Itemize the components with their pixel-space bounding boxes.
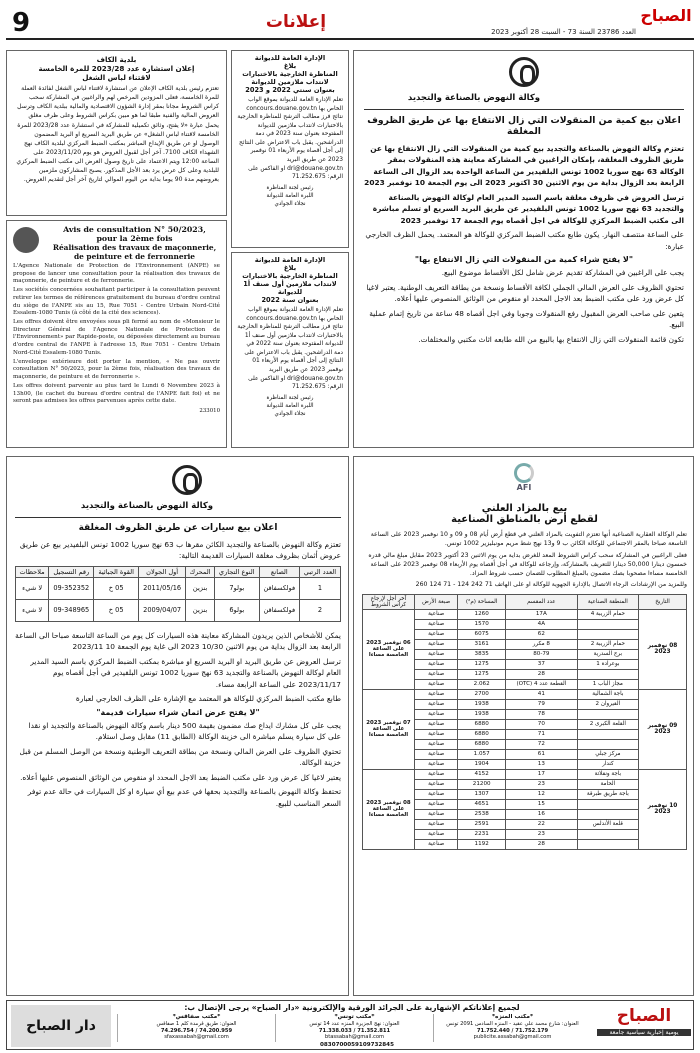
page-header [6, 6, 694, 40]
footer [6, 1000, 694, 1050]
footer-brand-box [597, 1003, 691, 1047]
table-row [363, 689, 687, 699]
table-cell: 61 [506, 749, 578, 759]
table-cell: 28 [506, 669, 578, 679]
table-cell: 1260 [458, 609, 506, 619]
column-header: القوة الجبائية [94, 566, 139, 577]
table-cell: صناعية [415, 709, 458, 719]
table-cell: القلعة الكبرى 2 [577, 719, 638, 729]
table-cell: 4651 [458, 799, 506, 809]
table-cell: صناعية [415, 739, 458, 749]
column-header: ملاحظات [16, 566, 49, 577]
footer-offices [117, 1014, 591, 1042]
table-cell: 6075 [458, 629, 506, 639]
ad-title-4: de peinture et de ferronnerie [73, 252, 196, 261]
office-name: *مكتب تونس* [334, 1014, 375, 1020]
masthead-brand: الصباح [640, 6, 692, 25]
table-cell: صناعية [415, 689, 458, 699]
paragraph: تعتزم وكالة النهوض بالصناعة والتجديد الكائن مقرها ب 63 نهج سوريا 1002 تونس البلفيدير بيع عن طريق عروض أثمان بظروف مغلقة السيارات القديمة التالية: [19, 540, 341, 561]
table-cell: باجة ونقلاتة [577, 769, 638, 779]
paragraph: تعلم الإدارة العامة للديوانة بموقع الواب الخاص بها concours.douane.gov.tn نتائج فرز مطالب الترشح للمناظرة الخارجية بالاختبارات لانتداب ملازمين للديوانة المفتوحة بعنوان سنة 2023 في دمة الدراشحين. يقبل باب الاعتراض على النتائج إلى أجل أقصاه يوم الأربعاء 01 نوفمبر 2023 عن طريق البريد dri@douane.gov.tn او الفاكس على الرقم: 71.252.675 [237, 97, 343, 181]
office-phones: 74.200.959 / 74.296.754 [160, 1027, 233, 1034]
agency-logo [167, 465, 207, 495]
ad-subtitle: لقطع أرض بالمناطق الصناعية [451, 514, 598, 525]
table-cell: القيروان 2 [577, 699, 638, 709]
ad-customs-1 [231, 50, 349, 248]
table-cell: 2700 [458, 689, 506, 699]
table-cell: بولو7 [214, 577, 259, 599]
table-cell: صناعية [415, 779, 458, 789]
table-cell: مركز جبلي [577, 749, 638, 759]
paragraph: يعتبر لاغيا كل عرض ورد على مكتب الضبط بعد الاجل المحدد او منقوص من الوثائق المنصوص عليها أعلاه. [20, 772, 341, 782]
agency-logo [494, 57, 554, 87]
notice-label: بلاغ [283, 62, 297, 70]
group-date: 08 نوفمبر 2023 [639, 609, 687, 689]
column-header: عدد المقسم [506, 594, 578, 609]
table-row [16, 599, 341, 621]
table-cell: لا شيء [16, 599, 49, 621]
ad-subtitle: بعنوان سنة 2022 [261, 296, 319, 304]
table-cell: صناعية [415, 819, 458, 829]
column-header: التاريخ [639, 594, 687, 609]
table-cell: صناعية [415, 659, 458, 669]
table-cell: 79 [506, 699, 578, 709]
table-cell: صناعية [415, 749, 458, 759]
cars-table [15, 566, 341, 622]
table-cell [577, 619, 638, 629]
table-cell: صناعية [415, 799, 458, 809]
table-cell: 2591 [458, 819, 506, 829]
table-cell: 1938 [458, 709, 506, 719]
table-cell: صناعية [415, 679, 458, 689]
table-cell: 3835 [458, 649, 506, 659]
table-cell: صناعية [415, 639, 458, 649]
table-cell: بولو6 [214, 599, 259, 621]
table-cell: 23 [506, 829, 578, 839]
table-cell: 2011/05/16 [138, 577, 185, 599]
signature-1: رئيس لجنة المناظرة [266, 184, 314, 191]
table-cell: 1275 [458, 669, 506, 679]
office-fax: 71.338.033 [318, 1027, 352, 1034]
ad-sale-cars [6, 456, 349, 996]
group-deadline: 07 نوفمبر 2023 على الساعة الخامسة مساءا [363, 689, 415, 769]
table-cell: لا شيء [16, 577, 49, 599]
ad-title: اعلان بيع سيارات عن طريق الظروف المغلقة [78, 523, 278, 533]
table-cell: بنزين [186, 577, 215, 599]
group-deadline: 08 نوفمبر 2023 على الساعة الخامسة مساءا [363, 769, 415, 849]
table-cell: 17A [506, 609, 578, 619]
notice-label: بلاغ [283, 264, 297, 272]
table-cell: 15 [506, 799, 578, 809]
office-phones: 71.352.811 / 71.338.033 [318, 1027, 391, 1034]
paragraph: تكون قائمة المنقولات التي زال الانتفاع بها بالبيع من الله طابعه اثاث مكتبي والمختلفات. [418, 334, 684, 344]
anpe-logo-icon [13, 227, 39, 253]
table-cell: 8 مكرر [506, 639, 578, 649]
ad-title: إعلان استشارة عدد 2023/28 للمرة الخامسة [38, 64, 195, 73]
paragraph: تعلم الإدارة العامة للديوانة بموقع الواب الخاص بها concours.douane.gov.tn نتائج فرز مطالب الترشح للمناظرة الخارجية بالاختبارات لانتداب ملازمين أول صنف أ1 للديوانة المفتوحة بعنوان سنة 2022 في دمة الدراشحين. يقبل باب الاعتراض على النتائج إلى أجل أقصاه يوم الأربعاء 01 نوفمبر 2023 عن طريق البريد dri@douane.gov.tn او الفاكس على الرقم: 71.252.675 [237, 307, 343, 391]
afi-logo-icon [514, 463, 534, 483]
table-cell: 37 [506, 659, 578, 669]
column-header: آخر أجل لإرجاع كراس الشروط [363, 594, 415, 609]
table-cell: صناعية [415, 699, 458, 709]
table-cell: صناعية [415, 719, 458, 729]
table-cell: 4A [506, 619, 578, 629]
afi-logo [504, 463, 544, 497]
office-fax: 74.296.754 [160, 1027, 194, 1034]
table-cell: 2 [299, 599, 340, 621]
org-name: بلدية الكاف [96, 55, 137, 64]
signature-2: اللبرة العامة للديوانة [266, 193, 314, 200]
paragraph: يمكن للأشخاص الذين يريدون المشاركة معاينة هذه السيارات كل يوم من الساعة التاسعة صباحا الى الساعة الرابعة بعد الزوال بداية من يوم الاثنين 10/30 2023 الى غاية يوم الجمعة 10 2023/11 [15, 630, 341, 652]
table-cell: صناعية [415, 829, 458, 839]
column-header: المساحة (م²) [458, 594, 506, 609]
table-cell: صناعية [415, 649, 458, 659]
table-cell: 41 [506, 689, 578, 699]
table-cell: الحامة [577, 779, 638, 789]
table-cell: 1570 [458, 619, 506, 629]
table-row [363, 769, 687, 779]
table-cell: مجاز الباب 1 [577, 679, 638, 689]
table-cell: قلعة الأندلس [577, 819, 638, 829]
afi-logo-text: AFI [516, 483, 532, 492]
table-cell: 1307 [458, 789, 506, 799]
quote: "لا يفتح شراء كمية من المنقولات التي زال الانتفاع بها" [414, 255, 634, 265]
office-phones: 71.752.179 / 71.752.440 [476, 1027, 549, 1034]
table-cell: 1938 [458, 699, 506, 709]
table-cell: 6880 [458, 739, 506, 749]
footer-tagline: يومية إخبارية سياسية جامعة [597, 1029, 691, 1036]
table-cell: صناعية [415, 669, 458, 679]
table-cell: 05 خ [94, 577, 139, 599]
table-cell [577, 729, 638, 739]
table-cell: حمام الزريبة 2 [577, 639, 638, 649]
table-cell: صناعية [415, 729, 458, 739]
divider [364, 109, 684, 110]
table-cell: صناعية [415, 769, 458, 779]
table-cell: 16 [506, 809, 578, 819]
signature-1: رئيس لجنة المناظرة [266, 394, 314, 401]
table-cell [577, 799, 638, 809]
ad-subtitle: لاقتناء لباس الشغل [82, 73, 151, 82]
table-cell [577, 829, 638, 839]
table-cell: 23 [506, 779, 578, 789]
table-cell: القطعة عدد 4 (OTC) [506, 679, 578, 689]
section-title: إعلانات [265, 12, 327, 32]
paragraph: Les offres doivent parvenir au plus tard le Lundi 6 Novembre 2023 à 13h00, (le cachet du bureau d'ordre central de l'ANPE fait foi) et ne seront pas admises les offres parvenues après cette date. [13, 382, 220, 405]
office-block [117, 1014, 275, 1042]
footer-brand2: دار الصباح [26, 1018, 96, 1034]
table-header [363, 594, 687, 609]
paragraph: تحتوي الظروف على العرض المالي ونسخة من بطاقة التعريف الوطنية ونسخة من الوصل المسلم من قبل خزينة الوكالة. [19, 746, 341, 768]
table-cell: 05 خ [94, 599, 139, 621]
paragraph: تعلم الوكالة العقارية الصناعية أنها تعتزم التفويت بالمزاد العلني في قطع أرض أيام 08 و 09 و 10 نوفمبر 2023 على الساعة التاسعة صباحا بالمقر الاجتماعي للوكالة الكائن ب 9 و13 نهج شط مريم مونبليزير 1002 تونس. [370, 531, 687, 548]
table-cell: 2.062 [458, 679, 506, 689]
office-name: *مكتب المنزه* [492, 1014, 533, 1020]
table-cell: صناعية [415, 759, 458, 769]
paragraph: وللمزيد من الإرشادات الرجاء الاتصال بالإدارة الجهوية للوكالة او على الهاتف 71 242 124 - 71 124 260 [415, 581, 687, 589]
footer-brand2-box [11, 1005, 111, 1047]
table-cell: 17 [506, 769, 578, 779]
table-cell: فولكسفاقن [259, 599, 299, 621]
paragraph: تحتفظ وكالة النهوض بالصناعة والتجديد بحقها في عدم بيع أي سيارة او كل السيارات في حالة عدم توفر السعر المناسب للبيع. [27, 787, 341, 808]
office-email: btassabah@gmail.com [324, 1034, 385, 1041]
table-cell: 1275 [458, 659, 506, 669]
ad-kef-municipality [6, 50, 227, 216]
ad-subtitle: بعنوان سنتي 2022 و 2023 [245, 86, 335, 94]
paragraph: على الساعة منتصف النهار. يكون طابع مكتب الضبط المركزي للوكالة هو المعتمد. يحمل الظرف الخارجي عبارة: [365, 230, 684, 251]
paragraph: يجب على الراغبين في المشاركة تقديم عرض شامل لكل الأقساط موضوع البيع. [441, 268, 684, 278]
table-cell [577, 809, 638, 819]
table-cell: 22 [506, 819, 578, 829]
ad-title: المناظرة الخارجية بالاختبارات لانتداب ملازمين أول صنف أ1 للديوانة [242, 272, 338, 296]
agency-name: وكالة النهوض بالصناعة والتجديد [407, 93, 541, 103]
table-header [16, 566, 341, 577]
ad-code: 233010 [199, 407, 220, 414]
table-cell: 1.057 [458, 749, 506, 759]
column-header: المنطقة الصناعية [577, 594, 638, 609]
office-tel: 71.752.179 [515, 1027, 549, 1034]
org-name: الإدارة العامة للديوانة [254, 256, 326, 264]
paragraph: تحتوي الظروف على العرض المالي الجملي لكافة الأقساط ونسخة من بطاقة التعريف الوطنية. يعتبر لاغيا كل عرض ورد على مكتب الضبط بعد الاجل المحدد او منقوص من الوثائق المنصوص عليها أعلاه. [366, 282, 684, 304]
office-address: العنوان: نهج الجزيرة المنزه عدد 14 تونس [309, 1021, 400, 1028]
table-cell: صناعية [415, 629, 458, 639]
office-email: sfaxassabah@gmail.com [164, 1034, 229, 1041]
office-address: العنوان: طريق قرمدة كلم 1 صفاقس [156, 1021, 237, 1028]
office-tel: 71.352.811 [357, 1027, 391, 1034]
ad-title-2: pour la 2ème fois [96, 234, 173, 243]
ad-customs-2 [231, 252, 349, 448]
agency-name: وكالة النهوض بالصناعة والتجديد [80, 501, 214, 511]
divider [15, 517, 341, 518]
signature-3: نجلاء الجوادي [274, 201, 306, 208]
office-block [433, 1014, 591, 1042]
lots-table [362, 594, 687, 850]
table-cell: باجة طريق طبرقة [577, 789, 638, 799]
table-cell: 1904 [458, 759, 506, 769]
office-fax: 71.752.440 [476, 1027, 510, 1034]
table-cell: 2538 [458, 809, 506, 819]
ad-anpe-consultation [6, 220, 227, 448]
column-header: النوع التجاري [214, 566, 259, 577]
table-cell: 6880 [458, 719, 506, 729]
table-cell: 09-348965 [49, 599, 94, 621]
table-cell: 28 [506, 839, 578, 849]
table-cell: فولكسفاقن [259, 577, 299, 599]
table-cell: كندار [577, 759, 638, 769]
issue-info: العدد 23786 السنة 73 - السبت 28 أكتوبر 2023 [491, 28, 636, 36]
table-cell: 21200 [458, 779, 506, 789]
ad-title: المناظرة الخارجية بالاختبارات لانتداب ملازمين للديوانة [242, 70, 338, 86]
paragraph: تعتزم وكالة النهوض بالصناعة والتجديد بيع كمية من المنقولات التي زال الانتفاع بها عن طريق الظروف المغلقة، بإمكان الراغبين في المشاركة معاينة هذه المنقولات بمقر الوكالة 63 نهج سوريا 1002 تونس البلفيدير من الساعة الواحدة بعد الزوال الى الساعة الرابعة بعد الزوال بداية من يوم الاثنين 30 اكتوبر 2023 الى يوم الجمعة 10 نوفمبر 2023 [364, 144, 684, 188]
org-name: الإدارة العامة للديوانة [254, 54, 326, 62]
paragraph: L'enveloppe extérieure doit porter la mention, « Ne pas ouvrir consultation N° 50/2023, pour la 2ème fois, réalisation des travaux de maçonnerie, de peinture et de ferronnerie ». [13, 358, 220, 381]
table-cell [577, 839, 638, 849]
paragraph: يجب على كل مشارك ايداع صك مضمون بقيمة 500 دينار باسم وكالة النهوض بالصناعة والتجديد او نقدا على كل سيارة يسلم مباشرة الى خزينة الوكالة (الطابق 11) مقابل وصل استلام. [28, 720, 341, 742]
table-cell: 70 [506, 719, 578, 729]
table-cell: 13 [506, 759, 578, 769]
signature-2: اللبرة العامة للديوانة [266, 403, 314, 410]
paragraph: تعتزم رئيس بلدية الكاف الإعلان عن استشارة لاقتناء لباس الشغل لفائدة العملة للمرة الخامسة، فعلى المزودين المرخص لهم والراغبين في المشاركة سحب كراس الشروط مجانا بمقر إدارة الشؤون الاقتصادية والمالية ببلدية الكاف وترسل العروض المالية والفنية طبقا لما هو مبين بكراس الشروط وعلى ظرف مغلق يحمل عبارة «لا يفتح، وثائق تكميلية للمشاركة في استشارة عدد 2023/28 للمرة الخامسة لاقتناء لباس الشغل» عن طريق البريد السريع او البريد المضمون الوصول او عن طريق الإيداع المباشر بمكتب الضبط المركزي لبلدية الكاف نهج الشهداء الكاف 7100. آخر أجل لقبول العروض هو يوم 2023/11/20 على الساعة 12:00 ويتم الاعتماد على تاريخ وصول العرض الى مكتب الضبط المركزي للبلدية وعلى كل عرض يرد بعد الأجل المذكور. يصبح المشاركون ملزمين بعروضهم مدة 90 يوما بداية من اليوم الموالي لتاريخ آخر أجل لتقديم العروض. [16, 85, 219, 184]
table-cell [577, 669, 638, 679]
office-name: *مكتب صفاقس* [172, 1014, 221, 1020]
table-cell: 12 [506, 789, 578, 799]
table-cell: صناعية [415, 619, 458, 629]
page-number: 9 [12, 8, 31, 38]
paragraph: Les sociétés concernées souhaitant participer à la consultation peuvent retirer les termes de références gratuitement du bureau d'ordre central du siège de l'ANPE sis au 15, Rue 7051 - Centre Urbain Nord-Cité Essalem-1080 Tunis (à côté de la cité des sciences). [13, 287, 220, 317]
table-cell: بنزين [186, 599, 215, 621]
table-row [16, 577, 341, 599]
table-cell: 78 [506, 709, 578, 719]
paragraph: ترسل العروض في ظروف مغلقة باسم السيد المدير العام لوكالة النهوض بالصناعة والتجديد 63 نهج سوريا 1002 تونس البلفيدير عن طريق البريد السريع او تسلم مباشرة الى مكتب الضبط المركزي للوكالة في اجل أقصاه يوم الجمعة 17 نوفمبر 2023 [372, 192, 684, 225]
logo-mark-icon [509, 57, 539, 87]
paragraph: فعلى الراغبين في المشاركة سحب كراس الشروط المعد للغرض بداية من يوم الاثنين 23 أكتوبر 2023 مقابل مبلغ مالي قدره خمسون دينارا 50,000 دينارا للتعريف بالمشاركة، وإرجاعه للوكالة في أجل أقصاه يوم الأربعاء 08 نوفمبر 2023 على الساعة الخامسة مساءا مصحوبا بصك مضمون بالمبلغ المطلوب للضمان حسب شروط المزاد. [368, 551, 687, 578]
group-deadline: 06 نوفمبر 2023 على الساعة الخامسة مساءا [363, 609, 415, 689]
column-header: أول الجولان [138, 566, 185, 577]
table-cell: 1 [299, 577, 340, 599]
column-header: رقم التسجيل [49, 566, 94, 577]
footer-brand: الصباح [616, 1006, 672, 1026]
office-tel: 74.200.959 [199, 1027, 233, 1034]
column-header: المحرك [186, 566, 215, 577]
signature-3: نجلاء الجوادي [274, 411, 306, 418]
table-cell [577, 739, 638, 749]
table-row [363, 609, 687, 619]
ad-title: اعلان بيع كمية من المنقولات التي زال الانتفاع بها عن طريق الظروف المغلقة [367, 115, 681, 137]
column-header: الصانع [259, 566, 299, 577]
table-cell: 2009/04/07 [138, 599, 185, 621]
footer-account: 0830700059109732845 [320, 1042, 394, 1048]
table-cell: 2231 [458, 829, 506, 839]
group-date: 10 نوفمبر 2023 [639, 769, 687, 849]
table-cell: حمام الزريبة 4 [577, 609, 638, 619]
group-date: 09 نوفمبر 2023 [639, 689, 687, 769]
table-cell: صناعية [415, 839, 458, 849]
masthead-logo [638, 6, 694, 28]
paragraph: ترسل العروض عن طريق البريد او البريد السريع او مباشرة بمكتب الضبط المركزي باسم السيد المدير العام لوكالة النهوض بالصناعة والتجديد 63 نهج سوريا 1002 تونس البلفيدير في أجل أقصاه يوم 2023/11/17 على الساعة الرابعة مساء. [30, 656, 341, 689]
ad-title-3: Réalisation des travaux de maçonnerie, [52, 243, 217, 252]
table-cell: 09-352352 [49, 577, 94, 599]
office-block [275, 1014, 433, 1042]
footer-banner: لجميع إعلاناتكم الإشهارية على الجرائد الورقية والإلكترونية «دار الصباح» يرجى الإتصال ب: [184, 1003, 520, 1012]
paragraph: يتعين على صاحب العرض المقبول رفع المنقولات وجوبا وفي اجل أقصاه 48 ساعة من تاريخ إتمام عملية البيع. [369, 308, 684, 330]
paragraph: طابع مكتب الضبط المركزي للوكالة هو المعتمد مع الإشارة على الظرف الخارجي لعبارة [75, 694, 341, 704]
table-cell: 62 [506, 629, 578, 639]
paragraph: Les offres doivent être envoyées sous pli fermé au nom de «Monsieur le Directeur Général de l'Agence Nationale de Protection de l'Environnement» par Rapide-poste, ou déposées directement au bureau d'ordre central de l'ANPE à l'adresse 15, Rue 7051 - Centre Urbain Nord-Cité Essalem-1080 Tunis. [13, 319, 220, 356]
table-cell: بوعرادة 1 [577, 659, 638, 669]
table-cell: 80-79 [506, 649, 578, 659]
table-cell: 3161 [458, 639, 506, 649]
logo-mark-icon [172, 465, 202, 495]
table-cell: 72 [506, 739, 578, 749]
office-email: publicite.assabah@gmail.com [473, 1034, 552, 1041]
table-cell: 4152 [458, 769, 506, 779]
ad-title: Avis de consultation N° 50/2023, [63, 225, 206, 234]
table-cell: صناعية [415, 789, 458, 799]
table-cell: 1192 [458, 839, 506, 849]
table-cell: برج السدرية [577, 649, 638, 659]
quote: "لا يفتح عرض اثمان شراء سيارات قديمة" [96, 707, 260, 717]
column-header: صبغة الأرض [415, 594, 458, 609]
column-header: العدد الرتبي [299, 566, 340, 577]
table-cell: صناعية [415, 609, 458, 619]
paragraph: L'Agence Nationale de Protection de l'Environnement (ANPE) se propose de lancer une consultation pour la réalisation des travaux de maçonnerie, de peinture et de ferronnerie. [13, 263, 220, 285]
table-cell: 6880 [458, 729, 506, 739]
table-cell: صناعية [415, 809, 458, 819]
table-cell: 71 [506, 729, 578, 739]
table-cell [577, 709, 638, 719]
table-cell [577, 629, 638, 639]
table-cell: باجة الشمالية [577, 689, 638, 699]
ad-title: بيع بالمزاد العلني [481, 503, 568, 514]
ad-afi-auction [353, 456, 694, 996]
ad-sale-movables [353, 50, 694, 448]
office-address: العنوان: شارع محمد علي عقيد - المنزه السادس 2091 تونس [446, 1021, 579, 1028]
